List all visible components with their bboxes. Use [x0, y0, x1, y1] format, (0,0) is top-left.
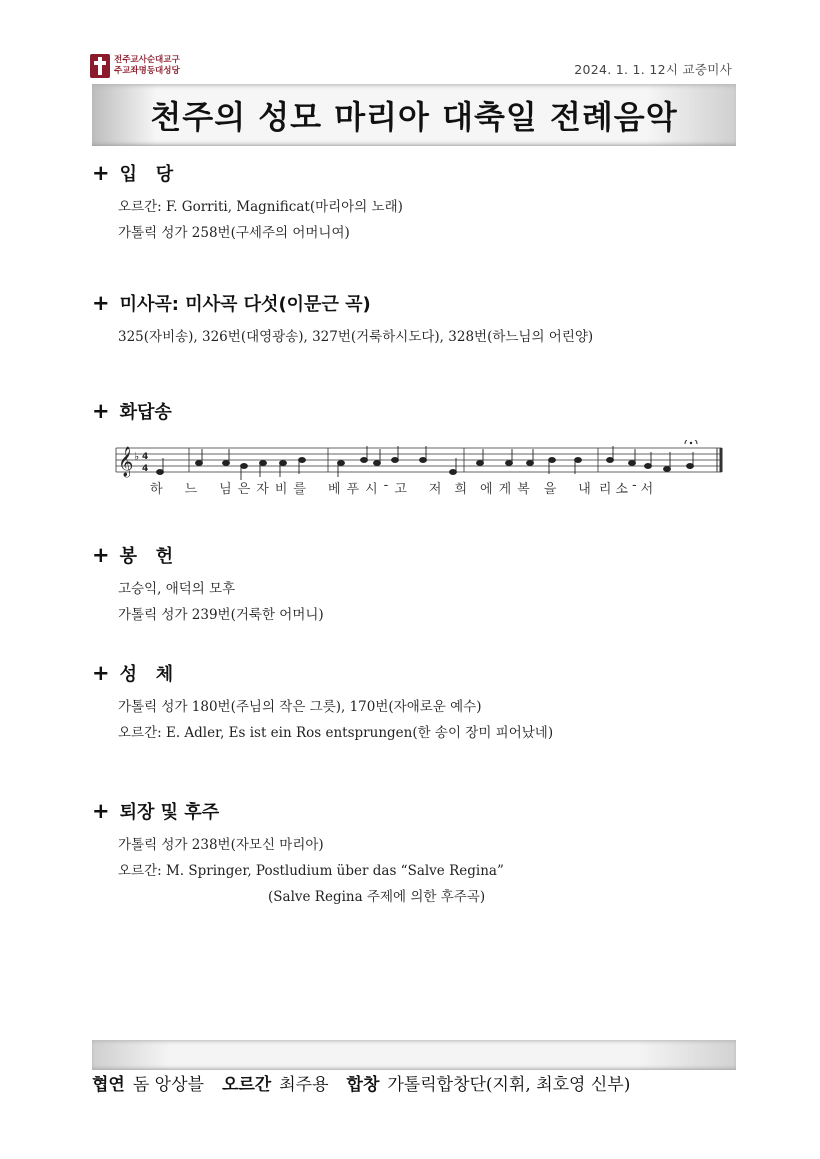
- lyric-syllable: 자: [256, 482, 269, 497]
- section-line: 가톨릭 성가 239번(거룩한 어머니): [118, 607, 324, 623]
- lyric-syllable: 에: [480, 482, 493, 497]
- cross-plus-icon: +: [92, 799, 110, 823]
- cross-plus-icon: +: [92, 399, 110, 423]
- lyric-syllable: -: [383, 478, 389, 493]
- section-line: 가톨릭 성가 180번(주님의 작은 그릇), 170번(자애로운 예수): [118, 699, 482, 715]
- lyric-syllable: -: [631, 478, 637, 493]
- svg-text:4: 4: [142, 464, 149, 474]
- organ-label: 오르간: [221, 1075, 272, 1095]
- lyric-syllable: 리: [598, 482, 612, 497]
- lyric-syllable: 고: [394, 482, 407, 497]
- svg-text:𝄞: 𝄞: [118, 447, 134, 477]
- section-heading: 퇴장 및 후주: [119, 802, 220, 823]
- lyric-syllable: 푸: [346, 482, 360, 497]
- section-communion: [92, 660, 553, 746]
- section-line: (Salve Regina 주제에 의한 후주곡): [268, 889, 486, 905]
- lyric-syllable: 비: [274, 482, 288, 497]
- lyric-syllable: 은: [237, 482, 251, 497]
- ensemble-value: 돔 앙상블: [132, 1075, 204, 1095]
- section-offertory: [92, 542, 324, 628]
- footer-bar: [92, 1040, 736, 1070]
- lyric-syllable: 을: [543, 482, 557, 497]
- section-line: 고승익, 애덕의 모후: [118, 581, 236, 597]
- section-heading: 봉 헌: [119, 546, 174, 567]
- section-line: 가톨릭 성가 258번(구세주의 어머니여): [118, 225, 350, 241]
- cross-plus-icon: +: [92, 661, 110, 685]
- section-heading: 미사곡: 미사곡 다섯(이문근 곡): [119, 294, 371, 315]
- lyric-syllable: 희: [454, 482, 468, 497]
- section-line: 오르간: F. Gorriti, Magnificat(마리아의 노래): [118, 199, 403, 215]
- performers-credit: [92, 1070, 742, 1095]
- lyric-syllable: 복: [517, 482, 530, 497]
- section-line: 오르간: M. Springer, Postludium über das “Salve Regina”: [118, 863, 504, 879]
- title-banner: [92, 84, 736, 146]
- cross-plus-icon: +: [92, 543, 110, 567]
- ensemble-label: 협연: [92, 1075, 125, 1095]
- lyric-syllable: 하: [150, 482, 163, 497]
- lyric-syllable: 내: [578, 482, 591, 497]
- lyric-syllable: 소: [615, 482, 628, 497]
- lyric-syllable: 를: [293, 482, 306, 497]
- svg-text:♭: ♭: [134, 450, 140, 463]
- section-line: 가톨릭 성가 238번(자모신 마리아): [118, 837, 324, 853]
- lyric-syllable: 님: [219, 482, 232, 497]
- org-name: [114, 55, 180, 77]
- lyric-syllable: 게: [498, 482, 512, 497]
- service-date: 2024. 1. 1. 12시 교중미사: [574, 62, 732, 77]
- music-staff-svg: [112, 440, 740, 480]
- lyric-syllable: 베: [327, 482, 341, 497]
- org-line-1: 전주교사순대교구: [114, 55, 180, 65]
- org-line-2: 주교좌명동대성당: [114, 66, 180, 76]
- lyric-syllable: 저: [428, 482, 442, 497]
- section-mass: [92, 290, 593, 350]
- section-line: 오르간: E. Adler, Es ist ein Ros entsprungen(한 송이 장미 피어났네): [118, 725, 554, 741]
- choir-label: 합창: [346, 1075, 380, 1095]
- cross-logo-icon: [90, 54, 110, 78]
- lyric-syllable: 느: [184, 482, 198, 497]
- lyric-syllable: 시: [365, 482, 378, 497]
- svg-text:4: 4: [142, 452, 149, 462]
- cross-plus-icon: +: [92, 291, 110, 315]
- diocese-logo: [90, 54, 180, 78]
- section-heading: 화답송: [119, 402, 172, 423]
- page-title: 천주의 성모 마리아 대축일 전례음악: [150, 98, 678, 136]
- section-recessional: [92, 798, 504, 910]
- choir-value: 가톨릭합창단(지휘, 최호영 신부): [387, 1075, 631, 1095]
- section-heading: 성 체: [119, 664, 174, 685]
- organ-value: 최주용: [279, 1075, 329, 1095]
- section-heading: 입 당: [119, 164, 174, 185]
- section-psalm: [92, 398, 172, 424]
- cross-plus-icon: +: [92, 161, 110, 185]
- psalm-lyrics: [150, 478, 710, 497]
- lyric-syllable: 서: [640, 482, 654, 497]
- section-entrance: [92, 160, 403, 246]
- section-line: 325(자비송), 326번(대영광송), 327번(거룩하시도다), 328번(하느님의 어린양): [118, 329, 594, 345]
